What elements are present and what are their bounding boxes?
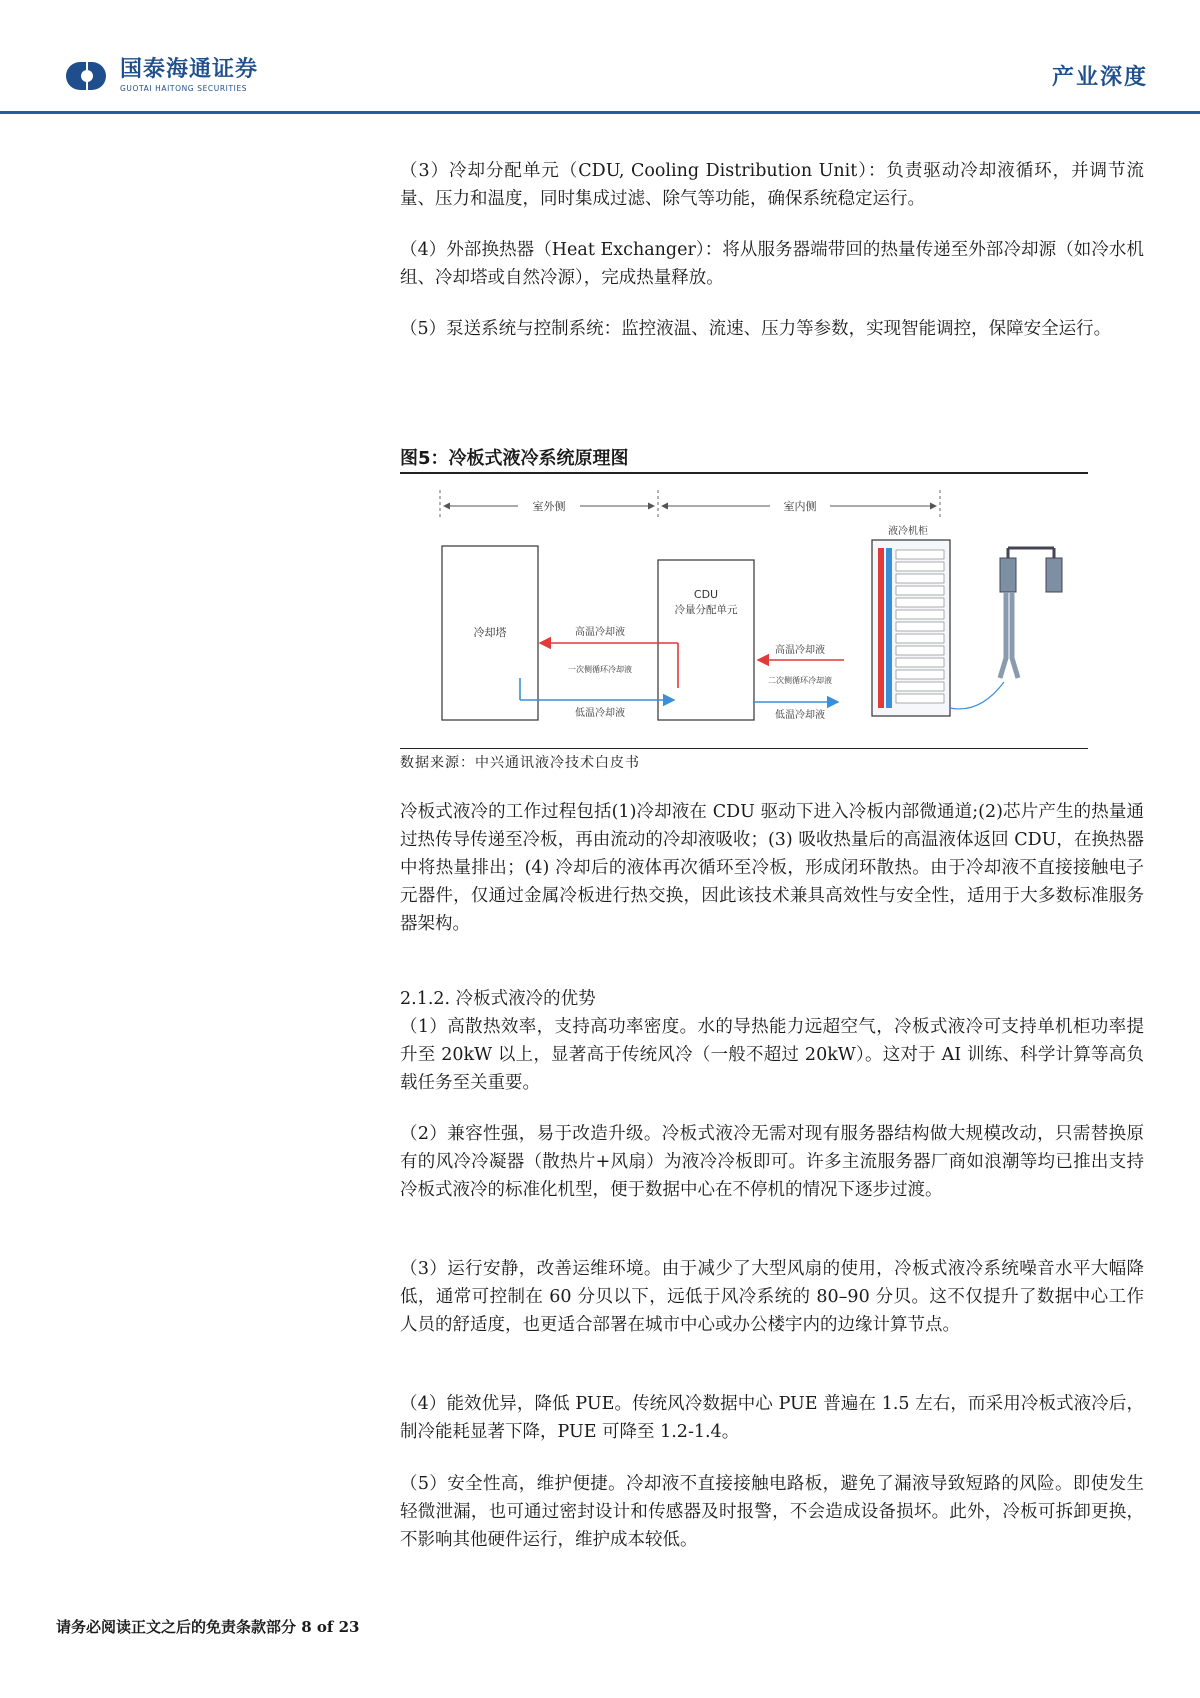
- advantage-2: （2）兼容性强，易于改造升级。冷板式液冷无需对现有服务器结构做大规模改动，只需替换原有的风冷冷凝器（散热片+风扇）为液冷冷板即可。许多主流服务器厂商如浪潮等均已推出支持冷板式液冷的标准化机型，便于数据中心在不停机的情况下逐步过渡。: [400, 1124, 1144, 1200]
- indoor-label: 室内侧: [783, 500, 817, 513]
- figure-top-rule: [400, 472, 1088, 474]
- left-cold-label: 低温冷却液: [575, 708, 625, 719]
- right-secondary-label: 二次侧循环冷却液: [768, 676, 832, 685]
- figure-bottom-rule: [400, 748, 1088, 749]
- company-logo: [64, 58, 258, 93]
- cdu-sublabel: 冷量分配单元: [674, 604, 738, 616]
- connector-hose: [950, 682, 1004, 709]
- advantage-1: （1）高散热效率，支持高功率密度。水的导热能力远超空气，冷板式液冷可支持单机柜功率提升至 20kW 以上，显著高于传统风冷（一般不超过 20kW）。这对于 AI 训练、科学计算等高负载任务至关重要。: [400, 1017, 1144, 1093]
- quick-connector-icon: [1000, 548, 1062, 678]
- page-footer: 请务必阅读正文之后的免责条款部分 8 of 23: [56, 1618, 360, 1636]
- paragraph-pump-control: （5）泵送系统与控制系统：监控液温、流速、压力等参数，实现智能调控，保障安全运行。: [400, 319, 1112, 339]
- paragraph-heat-exchanger: （4）外部换热器（Heat Exchanger）：将从服务器端带回的热量传递至外部冷却源（如冷水机组、冷却塔或自然冷源），完成热量释放。: [400, 240, 1144, 288]
- advantage-3: （3）运行安静，改善运维环境。由于减少了大型风扇的使用，冷板式液冷系统噪音水平大幅降低，通常可控制在 60 分贝以下，远低于风冷系统的 80–90 分贝。这不仅提升了数据中心工作人员的舒适度，也更适合部署在城市中心或办公楼宇内的边缘计算节点。: [400, 1259, 1144, 1335]
- cooling-tower-label: 冷却塔: [473, 626, 507, 639]
- cold-plate-diagram: [400, 478, 1090, 746]
- page-header: [0, 0, 1200, 114]
- cabinet-label: 液冷机柜: [888, 526, 928, 537]
- paragraph-process: 冷板式液冷的工作过程包括(1)冷却液在 CDU 驱动下进入冷板内部微通道;(2)芯片产生的热量通过热传导传递至冷板，再由流动的冷却液吸收；(3) 吸收热量后的高温液体返回 CDU，在换热器中将热量排出；(4) 冷却后的液体再次循环至冷板，形成闭环散热。由于冷却液不直接接触电子元器件，仅通过金属冷板进行热交换，因此该技术兼具高效性与安全性，适用于大多数标准服务器架构。: [400, 802, 1144, 934]
- cdu-label: CDU: [693, 588, 719, 601]
- logo-name-en: GUOTAI HAITONG SECURITIES: [120, 84, 248, 93]
- cdu-box: [658, 560, 754, 720]
- figure-source: 数据来源：中兴通讯液冷技术白皮书: [400, 755, 640, 771]
- cabinet-cold-manifold: [886, 548, 892, 708]
- left-hot-label: 高温冷却液: [575, 627, 625, 638]
- paragraph-cdu: （3）冷却分配单元（CDU, Cooling Distribution Unit）：负责驱动冷却液循环，并调节流量、压力和温度，同时集成过滤、除气等功能，确保系统稳定运行。: [400, 161, 1144, 209]
- section-title: 2.1.2. 冷板式液冷的优势: [400, 989, 596, 1009]
- right-cold-label: 低温冷却液: [775, 710, 825, 721]
- right-hot-label: 高温冷却液: [775, 645, 825, 656]
- figure-title: 图5：冷板式液冷系统原理图: [400, 448, 629, 469]
- logo-name-cn: 国泰海通证券: [120, 57, 259, 82]
- report-type-label: 产业深度: [1051, 65, 1148, 90]
- advantage-5: （5）安全性高，维护便捷。冷却液不直接接触电路板，避免了漏液导致短路的风险。即使发生轻微泄漏，也可通过密封设计和传感器及时报警，不会造成设备损坏。此外，冷板可拆卸更换，不影响其他硬件运行，维护成本较低。: [400, 1474, 1144, 1550]
- outdoor-label: 室外侧: [532, 500, 566, 513]
- advantage-4: （4）能效优异，降低 PUE。传统风冷数据中心 PUE 普遍在 1.5 左右，而采用冷板式液冷后，制冷能耗显著下降，PUE 可降至 1.2-1.4。: [400, 1394, 1144, 1442]
- left-primary-label: 一次侧循环冷却液: [568, 665, 632, 674]
- header-divider: [0, 111, 1200, 114]
- cabinet-hot-manifold: [878, 548, 884, 708]
- logo-mark-icon: [64, 60, 108, 92]
